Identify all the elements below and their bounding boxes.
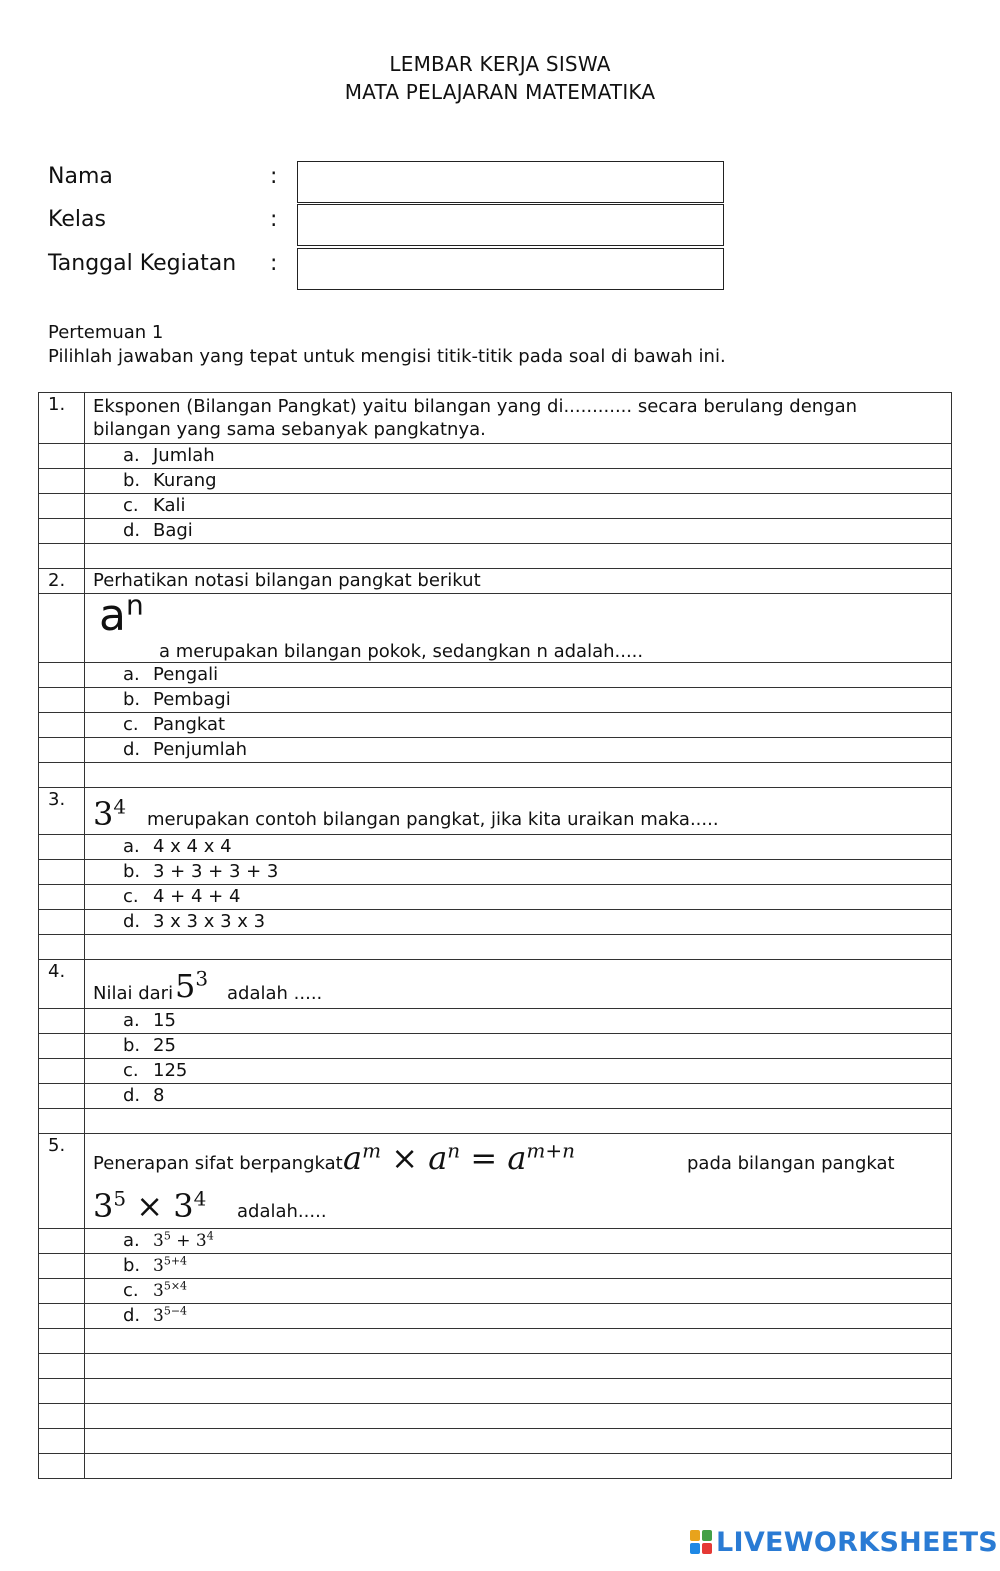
question-text: Nilai dari: [93, 983, 174, 1004]
spacer-row: [39, 935, 952, 960]
answer-option[interactable]: d. 8: [85, 1084, 952, 1109]
option-row[interactable]: [39, 1059, 952, 1084]
empty-row: [39, 1429, 952, 1454]
meeting-label: Pertemuan 1: [48, 322, 164, 343]
spacer-row: [39, 544, 952, 569]
date-colon: :: [270, 251, 278, 276]
class-input[interactable]: [297, 204, 724, 246]
answer-option[interactable]: c. 4 + 4 + 4: [85, 885, 952, 910]
option-row[interactable]: [39, 519, 952, 544]
answer-option[interactable]: b. 3 + 3 + 3 + 3: [85, 860, 952, 885]
option-row[interactable]: [39, 1279, 952, 1304]
name-label: Nama: [48, 164, 113, 189]
worksheet-title: LEMBAR KERJA SISWA: [389, 52, 611, 76]
question-number: 4.: [39, 960, 85, 1009]
question-math-row: [39, 594, 952, 663]
exponent-rule-formula: $a^m \times a^n = a^{m+n}$: [343, 1138, 576, 1177]
subject-title: MATA PELAJARAN MATEMATIKA: [344, 80, 656, 104]
question-number: 3.: [39, 788, 85, 835]
answer-option[interactable]: b. $3^{5+4}$: [85, 1254, 952, 1279]
class-colon: :: [270, 207, 278, 232]
option-row[interactable]: [39, 1034, 952, 1059]
question-row: [39, 960, 952, 1009]
answer-option[interactable]: c. Pangkat: [85, 713, 952, 738]
empty-row: [39, 1354, 952, 1379]
question-number: 5.: [39, 1134, 85, 1229]
question-number: 2.: [39, 569, 85, 594]
power-notation: $5^3$: [175, 966, 209, 1005]
question-number: 1.: [39, 393, 85, 444]
option-row[interactable]: [39, 738, 952, 763]
empty-row: [39, 1379, 952, 1404]
option-row[interactable]: [39, 688, 952, 713]
question-text-2: pada bilangan pangkat: [687, 1153, 895, 1174]
empty-row: [39, 1454, 952, 1479]
option-row[interactable]: [39, 835, 952, 860]
name-input[interactable]: [297, 161, 724, 203]
answer-option[interactable]: c. 125: [85, 1059, 952, 1084]
answer-option[interactable]: d. Bagi: [85, 519, 952, 544]
answer-option[interactable]: b. Kurang: [85, 469, 952, 494]
spacer-row: [39, 763, 952, 788]
answer-option[interactable]: a. 15: [85, 1009, 952, 1034]
option-row[interactable]: [39, 1304, 952, 1329]
answer-option[interactable]: a. $3^5 + 3^4$: [85, 1229, 952, 1254]
question-text: merupakan contoh bilangan pangkat, jika kita uraikan maka.....: [147, 809, 719, 830]
question-row: [39, 569, 952, 594]
option-row[interactable]: [39, 1229, 952, 1254]
question-text-2: a merupakan bilangan pokok, sedangkan n adalah.....: [159, 641, 644, 662]
option-row[interactable]: [39, 1009, 952, 1034]
option-row[interactable]: [39, 494, 952, 519]
question-row: [39, 1134, 952, 1229]
option-row[interactable]: [39, 1084, 952, 1109]
empty-row: [39, 1404, 952, 1429]
option-row[interactable]: [39, 1254, 952, 1279]
answer-option[interactable]: c. Kali: [85, 494, 952, 519]
question-text-2: adalah .....: [227, 983, 323, 1004]
logo-text: LIVEWORKSHEETS: [716, 1526, 999, 1558]
answer-option[interactable]: d. 3 x 3 x 3 x 3: [85, 910, 952, 935]
power-notation: $a^n$: [99, 588, 144, 641]
answer-option[interactable]: d. $3^{5-4}$: [85, 1304, 952, 1329]
question-row: [39, 393, 952, 444]
example-expression: $3^5 \times 3^4$: [93, 1186, 207, 1225]
instruction-text: Pilihlah jawaban yang tepat untuk mengisi titik-titik pada soal di bawah ini.: [48, 346, 726, 367]
answer-option[interactable]: a. Jumlah: [85, 444, 952, 469]
liveworksheets-logo-icon: [690, 1530, 712, 1554]
spacer-row: [39, 1109, 952, 1134]
question-row: [39, 788, 952, 835]
option-row[interactable]: [39, 885, 952, 910]
answer-option[interactable]: c. $3^{5\times 4}$: [85, 1279, 952, 1304]
question-text: Perhatikan notasi bilangan pangkat berikut: [85, 569, 952, 594]
option-row[interactable]: [39, 713, 952, 738]
liveworksheets-logo[interactable]: [690, 1527, 998, 1557]
option-row[interactable]: [39, 910, 952, 935]
date-input[interactable]: [297, 248, 724, 290]
question-text: Eksponen (Bilangan Pangkat) yaitu bilangan yang di............ secara berulang dengan bilangan yang sama sebanyak pangkatnya.: [85, 393, 952, 444]
power-notation: $3^4$: [93, 794, 127, 833]
option-row[interactable]: [39, 444, 952, 469]
date-label: Tanggal Kegiatan: [48, 251, 237, 276]
option-row[interactable]: [39, 860, 952, 885]
answer-option[interactable]: b. 25: [85, 1034, 952, 1059]
answer-option[interactable]: a. 4 x 4 x 4: [85, 835, 952, 860]
question-text: Penerapan sifat berpangkat: [93, 1153, 343, 1174]
option-row[interactable]: [39, 663, 952, 688]
class-label: Kelas: [48, 207, 106, 232]
question-table: [38, 392, 952, 1479]
answer-option[interactable]: d. Penjumlah: [85, 738, 952, 763]
option-row[interactable]: [39, 469, 952, 494]
answer-option[interactable]: a. Pengali: [85, 663, 952, 688]
answer-option[interactable]: b. Pembagi: [85, 688, 952, 713]
name-colon: :: [270, 164, 278, 189]
empty-row: [39, 1329, 952, 1354]
question-text-3: adalah.....: [237, 1201, 327, 1222]
